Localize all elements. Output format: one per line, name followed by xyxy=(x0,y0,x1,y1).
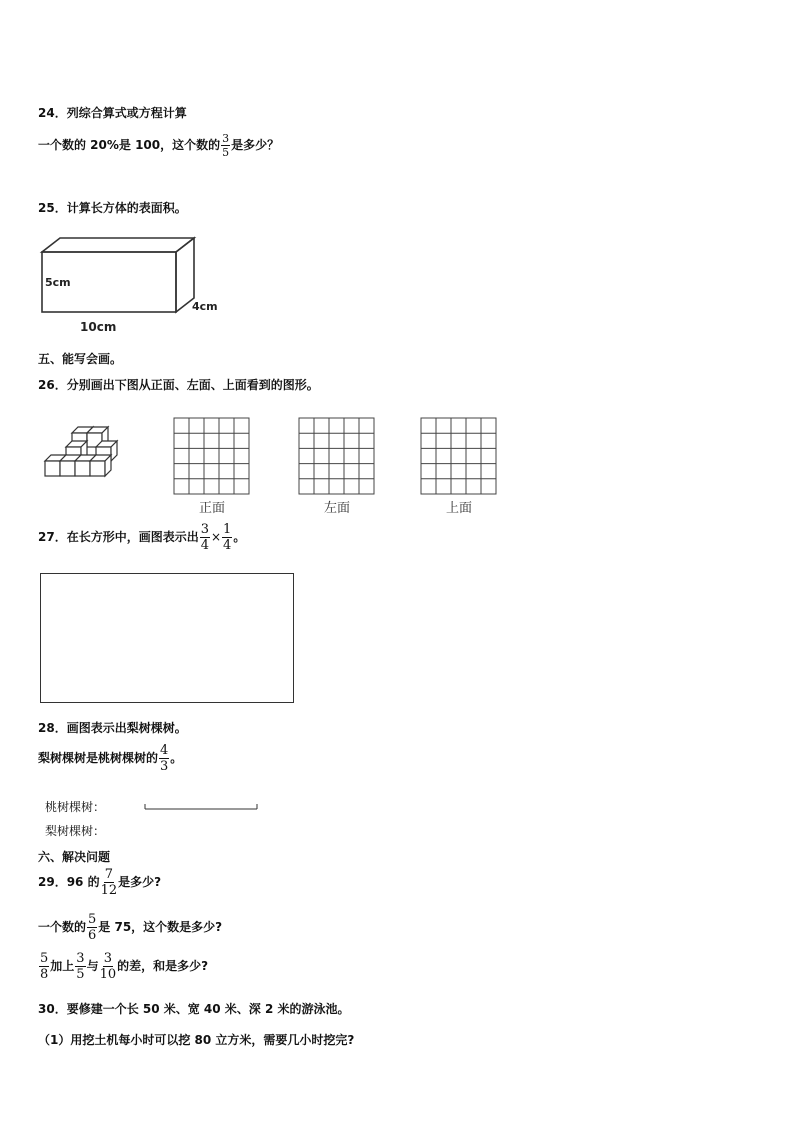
q24-question xyxy=(38,133,279,158)
grid-left-view[interactable] xyxy=(297,416,377,516)
peach-tree-label: 桃树棵树： xyxy=(45,800,106,814)
grid-top-view[interactable] xyxy=(419,416,499,516)
section-6-heading: 六、解决问题 xyxy=(38,850,111,864)
cuboid-depth-label: 4cm xyxy=(192,300,218,313)
q28-title: 28．画图表示出梨树棵树。 xyxy=(38,721,187,735)
q30-sub-1: （1）用挖土机每小时可以挖 80 立方米，需要几小时挖完? xyxy=(38,1033,355,1047)
q28-fraction: $\frac{4}{3}$ xyxy=(160,743,169,774)
grid-front-label: 正面 xyxy=(198,501,226,516)
q29-fraction-3-10: $\frac{3}{10}$ xyxy=(99,951,117,982)
q25-title: 25．计算长方体的表面积。 xyxy=(38,201,187,215)
q29-fraction-5-8: $\frac{5}{8}$ xyxy=(40,951,49,982)
q27-title xyxy=(38,523,245,552)
cuboid-top-face xyxy=(42,238,194,252)
pear-tree-label: 梨树棵树： xyxy=(45,824,106,838)
q24-prefix: 一个数的 20%是 100，这个数的 xyxy=(38,138,221,152)
cube-stack-figure xyxy=(42,424,122,490)
q28-statement xyxy=(38,744,182,773)
q27-fraction-1: $\frac{3}{4}$ xyxy=(200,522,209,553)
q29-fraction-5-6: $\frac{5}{6}$ xyxy=(88,912,97,943)
q28-line-prefix: 梨树棵树是桃树棵树的 xyxy=(38,751,159,765)
q24-fraction: $\frac{3}{5}$ xyxy=(222,132,230,159)
q27-fraction-2: $\frac{1}{4}$ xyxy=(223,522,232,553)
q29-fraction-3-5: $\frac{3}{5}$ xyxy=(76,951,85,982)
grid-left-label: 左面 xyxy=(323,501,351,516)
q27-drawing-rectangle[interactable] xyxy=(40,573,294,703)
q30-title: 30．要修建一个长 50 米、宽 40 米、深 2 米的游泳池。 xyxy=(38,1002,350,1016)
q29-line-3: $\frac{5}{8}$ 加上 $\frac{3}{5}$ 与 $\frac{3}{10}$ 的差，和是多少? xyxy=(40,951,209,982)
q27-suffix: 。 xyxy=(233,530,246,544)
cuboid-height-label: 5cm xyxy=(45,276,71,289)
cuboid-figure xyxy=(36,234,226,334)
q29-line-2: 一个数的 $\frac{5}{6}$ 是 75，这个数是多少? xyxy=(38,912,223,943)
cuboid-length-label: 10cm xyxy=(80,320,117,334)
section-5-heading: 五、能写会画。 xyxy=(38,352,123,366)
q29-fraction-7-12: $\frac{7}{12}$ xyxy=(100,867,118,898)
q24-suffix: 是多少？ xyxy=(231,138,280,152)
q29-line-1: 29．96 的 $\frac{7}{12}$ 是多少? xyxy=(38,867,162,898)
q28-line-suffix: 。 xyxy=(170,751,183,765)
peach-tree-segment[interactable] xyxy=(144,801,260,811)
q26-title: 26．分别画出下图从正面、左面、上面看到的图形。 xyxy=(38,378,319,392)
grid-top-label: 上面 xyxy=(445,501,473,516)
q27-times-sign: × xyxy=(210,530,222,544)
grid-front-view[interactable] xyxy=(172,416,252,516)
q27-prefix: 27．在长方形中，画图表示出 xyxy=(38,530,199,544)
q24-title: 24．列综合算式或方程计算 xyxy=(38,106,187,120)
